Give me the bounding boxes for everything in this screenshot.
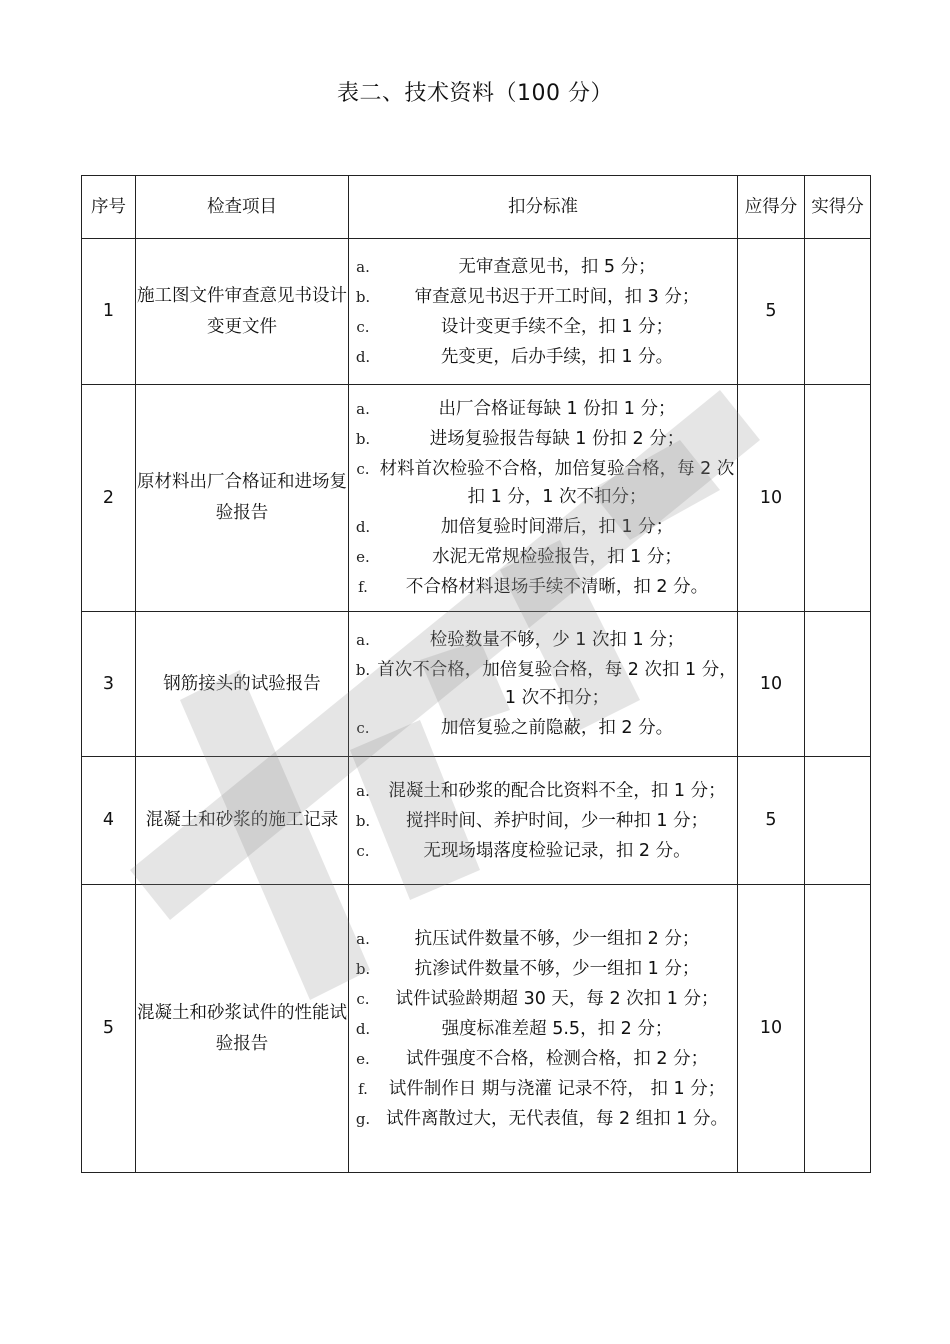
criteria-label: a. — [356, 400, 370, 418]
row-item: 原材料出厂合格证和进场复验报告 — [136, 385, 349, 612]
criteria-item — [349, 253, 737, 281]
criteria-item — [349, 1015, 737, 1043]
criteria-text: 材料首次检验不合格，加倍复验合格，每 2 次扣 1 分，1 次不扣分； — [379, 459, 735, 507]
criteria-list — [349, 925, 737, 1133]
row-seq: 4 — [82, 757, 136, 885]
criteria-label: e. — [356, 1049, 370, 1068]
row-item: 施工图文件审查意见书设计变更文件 — [136, 239, 349, 385]
criteria-label: a. — [356, 929, 370, 948]
criteria-list — [349, 395, 737, 601]
criteria-label: c. — [356, 317, 370, 336]
page-title: 表二、技术资料（100 分） — [337, 81, 613, 106]
row-actual-score[interactable] — [805, 757, 871, 885]
row-actual-score[interactable] — [805, 385, 871, 612]
criteria-item — [349, 425, 737, 453]
criteria-label: c. — [356, 719, 370, 737]
criteria-item — [349, 283, 737, 311]
criteria-item — [349, 955, 737, 983]
criteria-label: g. — [355, 1109, 371, 1128]
criteria-label: b. — [355, 811, 371, 830]
criteria-item — [349, 543, 737, 571]
criteria-text: 抗压试件数量不够，少一组扣 2 分； — [414, 928, 700, 949]
criteria-item — [349, 1045, 737, 1073]
criteria-label: a. — [356, 781, 370, 800]
criteria-text: 水泥无常规检验报告，扣 1 分； — [432, 547, 682, 567]
criteria-text: 试件离散过大，无代表值，每 2 组扣 1 分。 — [385, 1108, 729, 1129]
criteria-text: 不合格材料退场手续不清晰，扣 2 分。 — [405, 577, 709, 597]
criteria-item — [349, 626, 737, 654]
criteria-text: 审查意见书迟于开工时间，扣 3 分； — [414, 286, 700, 307]
row-seq: 3 — [82, 612, 136, 757]
row-criteria — [349, 239, 738, 385]
criteria-label: b. — [355, 661, 371, 679]
criteria-label: c. — [356, 989, 370, 1008]
row-item: 混凝土和砂浆试件的性能试验报告 — [136, 885, 349, 1173]
row-seq: 2 — [82, 385, 136, 612]
criteria-item — [349, 313, 737, 341]
row-actual-score[interactable] — [805, 239, 871, 385]
criteria-label: b. — [355, 959, 371, 978]
criteria-item — [349, 777, 737, 805]
criteria-text: 先变更，后办手续，扣 1 分。 — [440, 346, 674, 367]
criteria-text: 出厂合格证每缺 1 份扣 1 分； — [438, 399, 676, 419]
criteria-list — [349, 626, 737, 742]
table-row — [82, 612, 871, 757]
row-max-score: 10 — [738, 385, 805, 612]
criteria-text: 检验数量不够，少 1 次扣 1 分； — [429, 630, 685, 650]
row-criteria — [349, 885, 738, 1173]
criteria-text: 试件强度不合格，检测合格，扣 2 分； — [405, 1048, 709, 1069]
criteria-text: 加倍复验之前隐蔽，扣 2 分。 — [440, 718, 674, 738]
criteria-list — [349, 777, 737, 865]
criteria-label: c. — [356, 841, 370, 860]
criteria-label: a. — [356, 257, 370, 276]
criteria-label: b. — [355, 430, 371, 448]
criteria-item — [349, 1105, 737, 1133]
criteria-item — [349, 837, 737, 865]
row-item: 混凝土和砂浆的施工记录 — [136, 757, 349, 885]
header-max-score: 应得分 — [738, 176, 805, 239]
criteria-label: c. — [356, 460, 370, 478]
technical-data-table — [81, 175, 871, 1173]
row-actual-score[interactable] — [805, 885, 871, 1173]
criteria-text: 进场复验报告每缺 1 份扣 2 分； — [429, 429, 685, 449]
criteria-text: 试件制作日 期与浇灌 记录不符， 扣 1 分； — [388, 1078, 726, 1099]
table-row — [82, 239, 871, 385]
row-seq: 1 — [82, 239, 136, 385]
criteria-label: b. — [355, 287, 371, 306]
criteria-item — [349, 395, 737, 423]
header-item: 检查项目 — [136, 176, 349, 239]
row-max-score: 5 — [738, 757, 805, 885]
criteria-text: 抗渗试件数量不够，少一组扣 1 分； — [414, 958, 700, 979]
criteria-item — [349, 513, 737, 541]
row-max-score: 10 — [738, 612, 805, 757]
row-criteria — [349, 612, 738, 757]
header-seq: 序号 — [82, 176, 136, 239]
criteria-text: 无现场塌落度检验记录，扣 2 分。 — [423, 840, 691, 861]
criteria-label: e. — [356, 548, 370, 566]
criteria-text: 设计变更手续不全，扣 1 分； — [440, 316, 674, 337]
criteria-label: d. — [355, 518, 371, 536]
criteria-item — [349, 573, 737, 601]
header-actual-score: 实得分 — [805, 176, 871, 239]
table-row — [82, 757, 871, 885]
row-criteria — [349, 385, 738, 612]
criteria-label: f. — [358, 1079, 368, 1098]
criteria-text: 强度标准差超 5.5，扣 2 分； — [441, 1018, 673, 1039]
criteria-item — [349, 807, 737, 835]
header-row — [82, 176, 871, 239]
header-criteria: 扣分标准 — [349, 176, 738, 239]
criteria-text: 混凝土和砂浆的配合比资料不全，扣 1 分； — [388, 780, 726, 801]
table-row — [82, 885, 871, 1173]
criteria-text: 搅拌时间、养护时间，少一种扣 1 分； — [405, 810, 709, 831]
criteria-item — [349, 925, 737, 953]
criteria-text: 加倍复验时间滞后，扣 1 分； — [440, 517, 674, 537]
criteria-text: 首次不合格，加倍复验合格，每 2 次扣 1 分，1 次不扣分； — [377, 660, 737, 708]
row-max-score: 5 — [738, 239, 805, 385]
criteria-text: 试件试验龄期超 30 天，每 2 次扣 1 分； — [395, 988, 719, 1009]
criteria-text: 无审查意见书，扣 5 分； — [458, 256, 656, 277]
row-criteria — [349, 757, 738, 885]
criteria-item — [349, 1075, 737, 1103]
criteria-item — [349, 714, 737, 742]
criteria-label: d. — [355, 1019, 371, 1038]
criteria-item — [349, 343, 737, 371]
criteria-label: a. — [356, 631, 370, 649]
criteria-item — [349, 455, 737, 511]
criteria-list — [349, 253, 737, 371]
row-max-score: 10 — [738, 885, 805, 1173]
table-row — [82, 385, 871, 612]
criteria-item — [349, 656, 737, 712]
row-item: 钢筋接头的试验报告 — [136, 612, 349, 757]
criteria-item — [349, 985, 737, 1013]
criteria-label: f. — [358, 578, 368, 596]
row-actual-score[interactable] — [805, 612, 871, 757]
criteria-label: d. — [355, 347, 371, 366]
row-seq: 5 — [82, 885, 136, 1173]
